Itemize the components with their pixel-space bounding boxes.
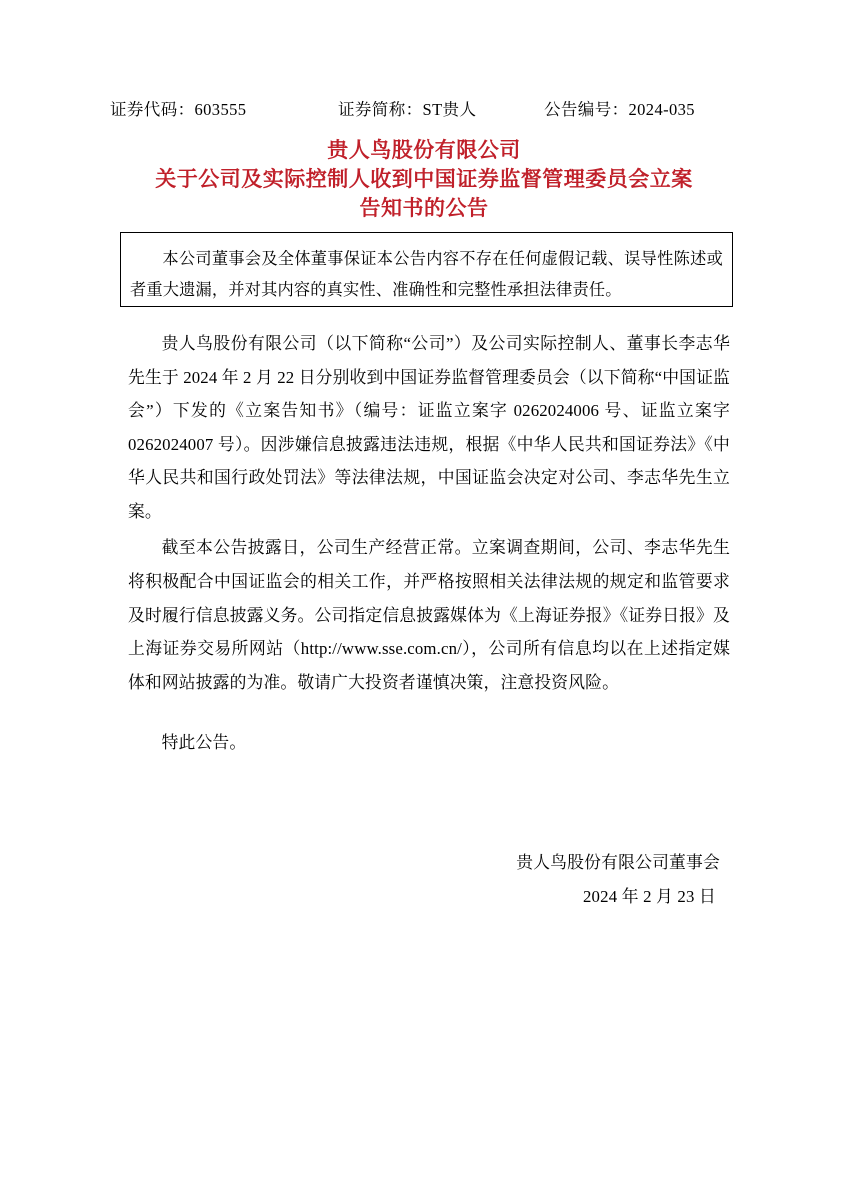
disclaimer-box xyxy=(120,232,733,307)
document-body xyxy=(128,327,730,760)
closing-statement: 特此公告。 xyxy=(161,733,247,753)
disclaimer-text: 本公司董事会及全体董事保证本公告内容不存在任何虚假记载、误导性陈述或者重大遗漏，并对其内容的真实性、准确性和完整性承担法律责任。 xyxy=(130,249,723,300)
document-header xyxy=(110,96,738,120)
title-line-company: 贵人鸟股份有限公司 xyxy=(327,138,521,162)
signature-entity: 贵人鸟股份有限公司董事会 xyxy=(516,853,720,873)
title-line-subject: 关于公司及实际控制人收到中国证券监督管理委员会立案 xyxy=(155,166,693,191)
security-abbreviation: 证券简称：ST贵人 xyxy=(338,100,477,119)
security-code: 证券代码：603555 xyxy=(110,100,247,119)
body-paragraph: 贵人鸟股份有限公司（以下简称“公司”）及公司实际控制人、董事长李志华先生于 2024 年 2 月 22 日分别收到中国证券监督管理委员会（以下简称“中国证监会”）下发的《立案告知书》（编号：证监立案字 0262024006 号、证监立案字 0262024007 号）。因涉嫌信息披露违法违规，根据《中华人民共和国证券法》《中华人民共和国行政处罚法》等法律法规，中国证监会决定对公司、李志华先生立案。 xyxy=(128,333,730,521)
announcement-number: 公告编号：2024-035 xyxy=(544,100,695,119)
signature-date: 2024 年 2 月 23 日 xyxy=(582,886,716,906)
body-paragraph: 截至本公告披露日，公司生产经营正常。立案调查期间，公司、李志华先生将积极配合中国证监会的相关工作，并严格按照相关法律法规的规定和监管要求及时履行信息披露义务。公司指定信息披露媒体为《上海证券报》《证券日报》及上海证券交易所网站（http://www.sse.com.cn/），公司所有信息均以在上述指定媒体和网站披露的为准。敬请广大投资者谨慎决策，注意投资风险。 xyxy=(128,538,730,692)
title-line-subject-cont: 告知书的公告 xyxy=(359,195,489,220)
signature-block xyxy=(110,846,720,913)
announcement-title xyxy=(110,136,738,223)
